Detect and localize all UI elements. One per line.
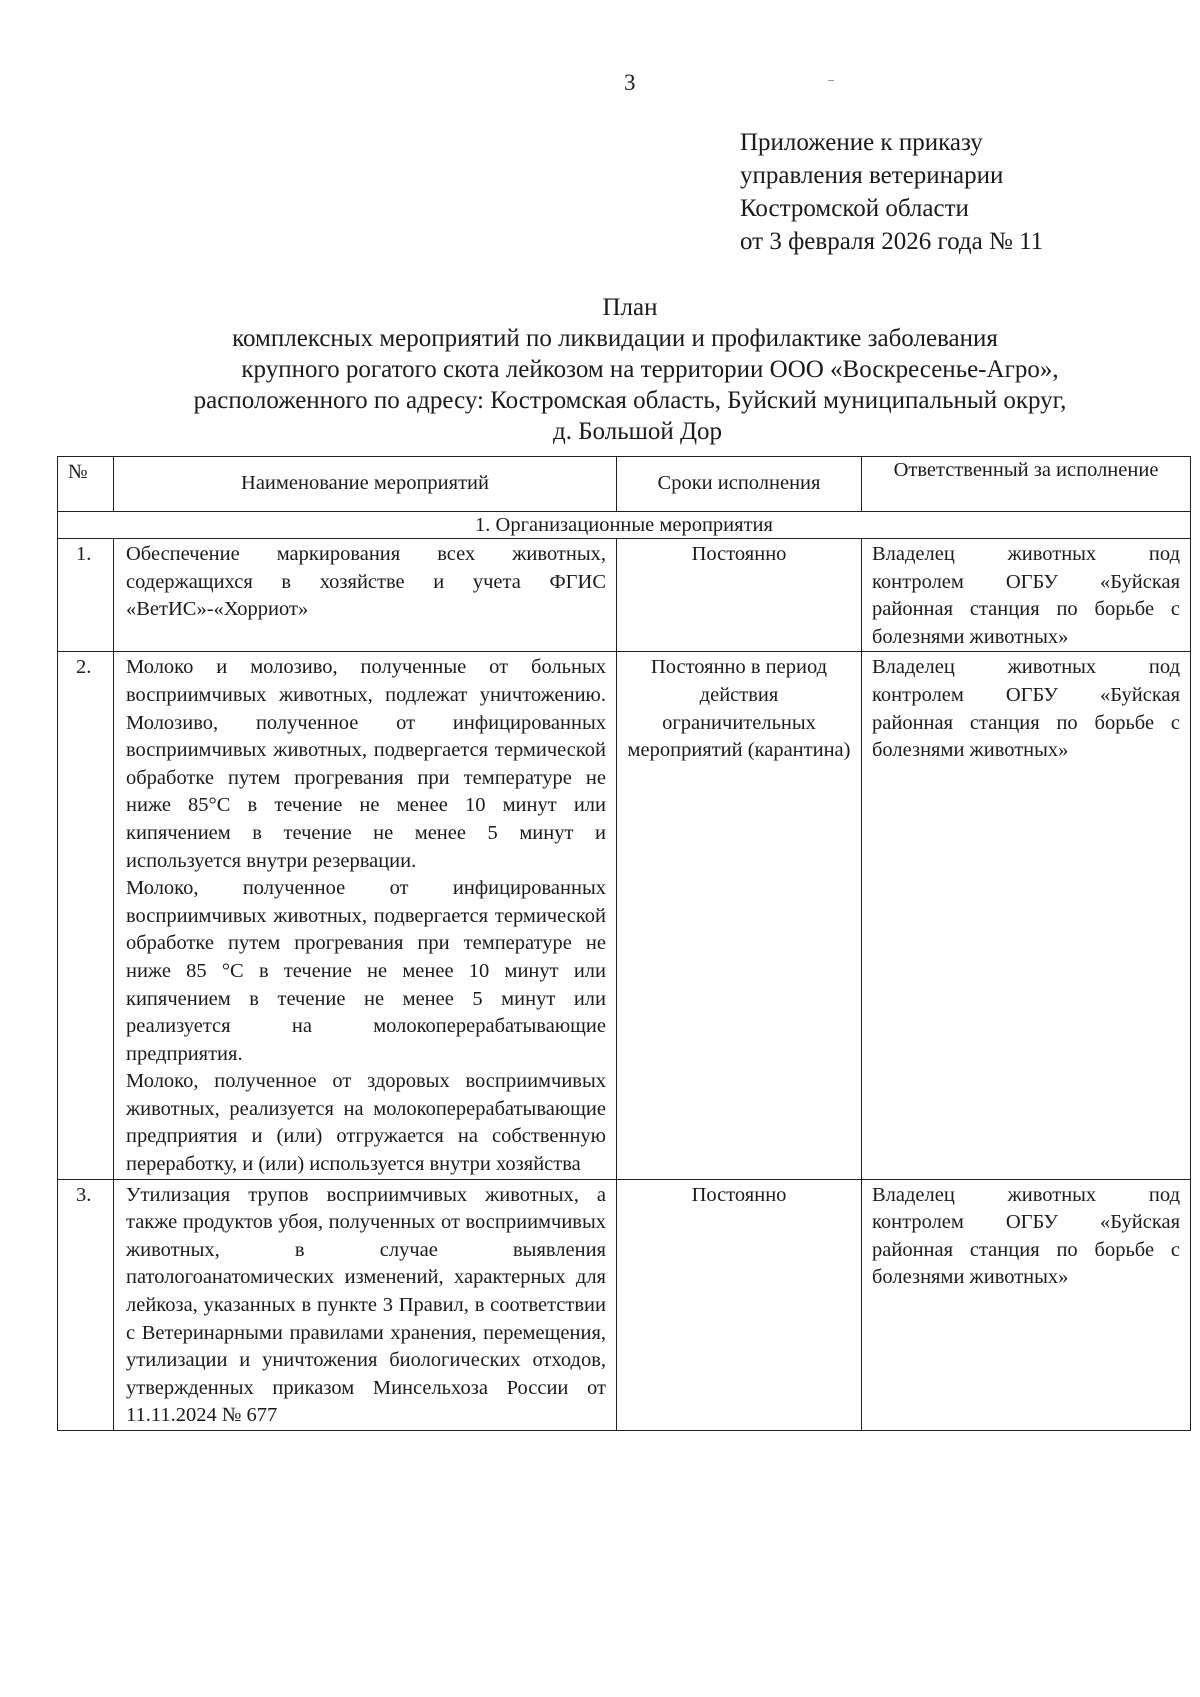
plan-table	[57, 456, 1191, 1431]
title-line: комплексных мероприятий по ликвидации и профилактике заболевания	[232, 325, 998, 352]
row-activity	[114, 1179, 617, 1430]
row-activity	[114, 539, 617, 652]
activity-paragraph: Молоко, полученное от инфицированных восприимчивых животных, подвергается термической обработке путем прогревания при температуре не ниже 85 °С в течение не менее 10 минут или кипячением в течение не менее 5 минут или реализуется на молокоперерабатывающие предприятия.	[126, 877, 606, 1065]
appendix-line: Приложение к приказу	[740, 129, 983, 156]
header-name: Наименование мероприятий	[114, 457, 617, 512]
row-term: Постоянно	[617, 1179, 862, 1430]
row-activity	[114, 652, 617, 1179]
row-number: 3.	[58, 1179, 114, 1430]
appendix-line: от 3 февраля 2026 года № 11	[740, 228, 1044, 255]
appendix-reference	[740, 126, 1043, 258]
table-header-row	[58, 457, 1191, 512]
row-responsible	[862, 539, 1191, 652]
row-responsible	[862, 652, 1191, 1179]
responsible-text: Владелец животных под контролем ОГБУ «Буйская районная станция по борьбе с болезнями животных»	[872, 656, 1180, 762]
row-responsible	[862, 1179, 1191, 1430]
appendix-line: управления ветеринарии	[740, 162, 1004, 189]
activity-paragraph: Обеспечение маркирования всех животных, содержащихся в хозяйстве и учета ФГИС «ВетИС»-«Хорриот»	[126, 543, 606, 621]
activity-paragraph: Молоко и молозиво, полученные от больных восприимчивых животных, подлежат уничтожению. Молозиво, полученное от инфицированных восприимчивых животных, подвергается термической обработке путем прогревания при температуре не ниже 85°С в течение не менее 10 минут или кипячением в течение не менее 5 минут и используется внутри резервации.	[126, 656, 606, 872]
responsible-text: Владелец животных под контролем ОГБУ «Буйская районная станция по борьбе с болезнями животных»	[872, 1183, 1180, 1289]
table-row	[58, 652, 1191, 1179]
header-term: Сроки исполнения	[617, 457, 862, 512]
row-term: Постоянно в период действия ограничительных мероприятий (карантина)	[617, 652, 862, 1179]
row-number: 1.	[58, 539, 114, 652]
activity-paragraph: Молоко, полученное от здоровых восприимчивых животных, реализуется на молокоперерабатывающие предприятия и (или) отгружается на собственную переработку, и (или) используется внутри хозяйства	[126, 1070, 606, 1176]
scan-artifact	[828, 80, 834, 81]
table-row	[58, 1179, 1191, 1430]
page-number: 3	[624, 70, 636, 95]
title-line: крупного рогатого скота лейкозом на территории ООО «Воскресенье-Агро»,	[241, 356, 1059, 383]
title-line: д. Большой Дор	[552, 418, 723, 445]
section-title: 1. Организационные мероприятия	[58, 512, 1191, 539]
document-title	[40, 292, 1200, 447]
row-term: Постоянно	[617, 539, 862, 652]
section-row	[58, 512, 1191, 539]
table-row	[58, 539, 1191, 652]
responsible-text: Владелец животных под контролем ОГБУ «Буйская районная станция по борьбе с болезнями животных»	[872, 543, 1180, 648]
row-number: 2.	[58, 652, 114, 1179]
header-num: №	[58, 457, 114, 512]
title-line: расположенного по адресу: Костромская область, Буйский муниципальный округ,	[193, 387, 1067, 414]
header-responsible: Ответственный за исполнение	[862, 457, 1191, 512]
activity-paragraph: Утилизация трупов восприимчивых животных, а также продуктов убоя, полученных от восприимчивых животных, в случае выявления патологоанатомических изменений, характерных для лейкоза, указанных в пункте 3 Правил, в соответствии с Ветеринарными правилами хранения, перемещения, утилизации и уничтожения биологических отходов, утвержденных приказом Минсельхоза России от 11.11.2024 № 677	[126, 1183, 606, 1427]
appendix-line: Костромской области	[740, 195, 969, 222]
title-heading: План	[602, 294, 658, 321]
